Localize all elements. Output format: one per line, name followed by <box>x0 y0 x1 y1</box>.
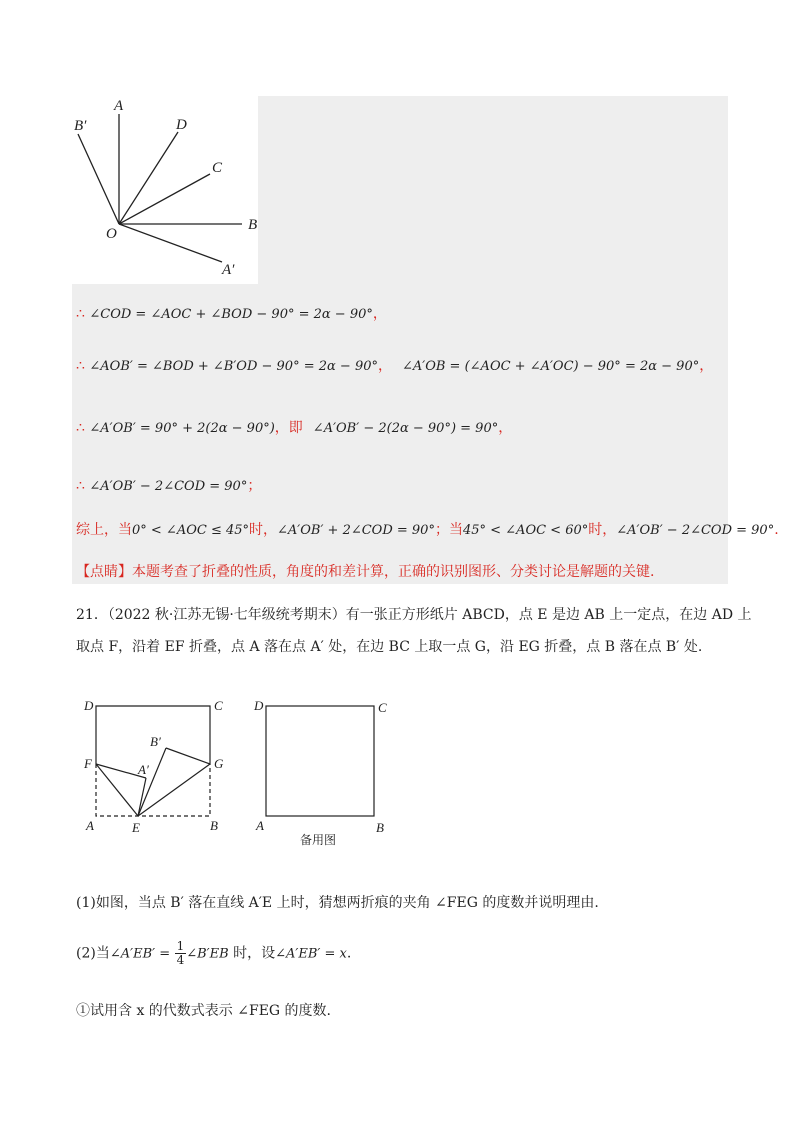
solution-line-2 <box>76 356 713 377</box>
equation: ∠B′EB <box>186 946 229 962</box>
left-label-c: C <box>214 698 223 713</box>
label-c: C <box>212 160 223 176</box>
therefore-symbol: ∴ <box>76 478 85 494</box>
equation: ∠A′EB′ = x <box>275 946 347 962</box>
equation: ∠A′OB′ − 2∠COD = 90° <box>89 479 248 494</box>
crease-ef <box>96 764 138 816</box>
solution-line-4 <box>76 476 261 497</box>
ray-od <box>119 132 178 224</box>
punct: ， <box>699 358 714 374</box>
therefore-symbol: ∴ <box>76 420 85 436</box>
left-label-d: D <box>84 698 94 713</box>
punct: ， <box>372 306 387 322</box>
text: 时， <box>249 522 278 538</box>
equation: ∠A′EB′ = <box>109 946 171 962</box>
left-label-e: E <box>132 820 140 835</box>
label-o: O <box>106 226 117 242</box>
fraction: $\frac{1}{4}$ <box>176 939 185 967</box>
right-label-c: C <box>378 700 387 715</box>
right-label-a: A <box>256 818 264 833</box>
seg-b-prime-g <box>166 748 210 764</box>
angle-figure-svg <box>72 96 258 284</box>
question-2-part-1: ①试用含 x 的代数式表示 ∠FEG 的度数. <box>76 1003 331 1019</box>
text: (2)当 <box>76 945 110 962</box>
question-1: (1)如图，当点 B′ 落在直线 A′E 上时，猜想两折痕的夹角 ∠FEG 的度数并说明理由. <box>76 895 599 911</box>
text: . <box>346 945 352 962</box>
punct: ， <box>377 358 392 374</box>
left-label-b: B <box>210 818 218 833</box>
equation: ∠AOB′ = ∠BOD + ∠B′OD − 90° = 2α − 90° <box>89 359 378 374</box>
left-label-a: A <box>86 818 94 833</box>
spare-caption: 备用图 <box>300 833 337 847</box>
text: 时， <box>588 522 617 538</box>
ray-oa-prime <box>119 224 222 262</box>
therefore-symbol: ∴ <box>76 358 85 374</box>
equation: ∠A′OB′ − 2∠COD = 90° <box>616 523 775 538</box>
spare-square <box>266 706 374 816</box>
equation: 0° < ∠AOC ≤ 45° <box>132 523 250 538</box>
punct: ， <box>498 420 513 436</box>
comment-line: 【点睛】本题考查了折叠的性质，角度的和差计算，正确的识别图形、分类讨论是解题的关键. <box>76 564 655 580</box>
equation: ∠A′OB′ = 90° + 2(2α − 90°) <box>89 421 275 436</box>
label-d: D <box>176 117 187 133</box>
solution-summary <box>76 520 779 541</box>
equation: ∠A′OB′ + 2∠COD = 90° <box>277 523 435 538</box>
text: 时，设 <box>228 945 276 962</box>
text: 综上，当 <box>76 522 132 538</box>
problem-21-line-2: 取点 F，沿着 EF 折叠，点 A 落在点 A′ 处，在边 BC 上取一点 G，沿 EG 折叠，点 B 落在点 B′ 处. <box>76 639 703 655</box>
angle-figure <box>72 96 258 284</box>
label-a-prime: A′ <box>222 262 235 278</box>
equation: ∠A′OB = (∠AOC + ∠A′OC) − 90° = 2α − 90° <box>401 359 700 374</box>
left-label-a-prime: A′ <box>138 762 149 777</box>
punct: ； <box>247 478 262 494</box>
text: . <box>774 522 779 538</box>
ray-ob-prime <box>78 134 119 224</box>
solution-line-3 <box>76 418 512 439</box>
text: ；当 <box>434 522 463 538</box>
label-b: B <box>248 217 258 233</box>
problem-21-line-1: 21．（2022 秋·江苏无锡·七年级统考期末）有一张正方形纸片 ABCD，点 E 是边 AB 上一定点，在边 AD 上 <box>76 607 752 623</box>
ray-oc <box>119 174 210 224</box>
question-2 <box>76 940 351 967</box>
right-label-d: D <box>254 698 264 713</box>
right-label-b: B <box>376 820 384 835</box>
therefore-symbol: ∴ <box>76 306 85 322</box>
square-figures <box>80 692 400 866</box>
left-label-g: G <box>214 756 224 771</box>
equation: ∠COD = ∠AOC + ∠BOD − 90° = 2α − 90° <box>89 307 373 322</box>
label-a: A <box>114 98 124 114</box>
left-label-b-prime: B′ <box>150 734 161 749</box>
equation: 45° < ∠AOC < 60° <box>462 523 589 538</box>
left-square-dashed <box>96 764 210 816</box>
seg-a-prime-e <box>138 778 146 816</box>
equation: ∠A′OB′ − 2(2α − 90°) = 90° <box>312 421 499 436</box>
left-label-f: F <box>84 756 92 771</box>
square-figures-svg <box>80 692 400 862</box>
text-ji: ，即 <box>274 420 303 436</box>
solution-line-1 <box>76 304 387 325</box>
label-b-prime: B′ <box>74 118 87 134</box>
